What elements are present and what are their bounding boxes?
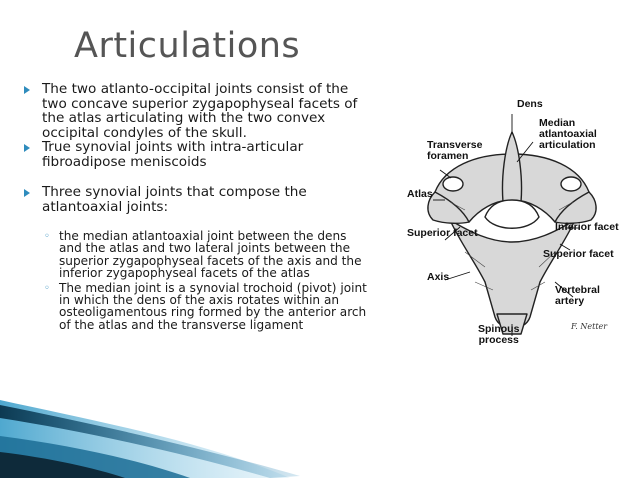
- label-transverse-foramen: Transverse foramen: [427, 139, 483, 162]
- bullet-item: [22, 82, 372, 140]
- bullet-arrow-icon: [24, 189, 30, 197]
- label-dens: Dens: [517, 98, 543, 110]
- bullet-arrow-icon: [24, 86, 30, 94]
- label-superior-facet-left: Superior facet: [407, 227, 478, 239]
- label-vertebral-artery: Vertebral artery: [555, 284, 600, 307]
- label-inferior-facet: Inferior facet: [555, 221, 619, 233]
- sub-bullet-text: The median joint is a synovial trochoid (pivot) joint in which the dens of the axis rotates within an osteoligamentous ring formed by the anterior arch of the atlas and the transverse ligament: [59, 280, 367, 332]
- sub-bullet-item: [22, 282, 372, 332]
- slide-title: Articulations: [74, 26, 301, 66]
- ring-bullet-icon: ◦: [44, 231, 50, 242]
- label-median-articulation: Median atlantoaxial articulation: [539, 117, 597, 151]
- bullet-arrow-icon: [24, 144, 30, 152]
- bullet-item: [22, 140, 372, 169]
- label-spinous-process: Spinous process: [478, 323, 520, 346]
- atlas-axis-figure: [405, 92, 619, 362]
- bullet-item: [22, 185, 372, 214]
- label-axis: Axis: [427, 271, 450, 283]
- bullet-text: Three synovial joints that compose the atlantoaxial joints:: [42, 184, 307, 215]
- label-atlas: Atlas: [407, 188, 433, 200]
- illustrator-signature: F. Netter: [571, 322, 608, 331]
- sub-bullet-item: [22, 230, 372, 280]
- bullet-list: [22, 82, 372, 331]
- label-superior-facet-right: Superior facet: [543, 248, 614, 260]
- sub-bullet-text: the median atlantoaxial joint between the dens and the atlas and two lateral joints between the superior zygapophyseal facets of the axis and the inferior zygapophyseal facets of the atlas: [59, 229, 362, 281]
- ring-bullet-icon: ◦: [44, 282, 50, 294]
- bullet-text: True synovial joints with intra-articular fibroadipose meniscoids: [42, 139, 304, 170]
- bullet-text: The two atlanto-occipital joints consist of the two concave superior zygapophyseal facets of the atlas articulating with the two convex occipital condyles of the skull.: [42, 81, 358, 141]
